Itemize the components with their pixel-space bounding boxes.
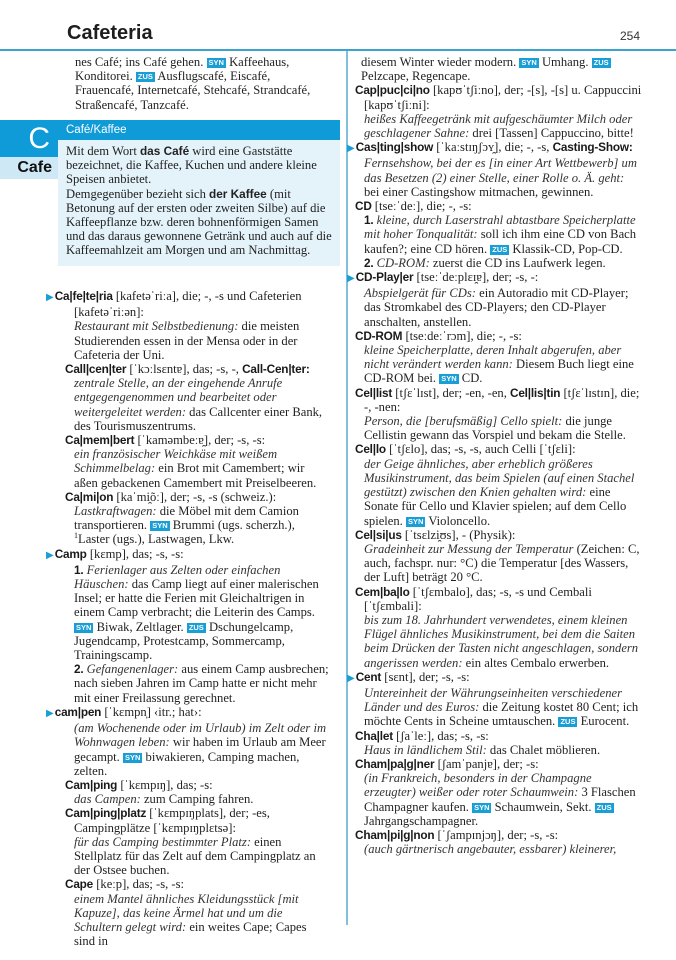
entry-text: Umhang. <box>538 55 592 69</box>
info-box-paragraph <box>66 144 334 187</box>
headword: Cel|si|us <box>355 527 402 542</box>
entry-text: das Camp liegt auf einer malerischen Insel; er hatte die Ferien mit Gleichaltrigen in einem Camp verbracht; die Leiterin des Camps. <box>74 577 319 620</box>
dictionary-entry <box>347 140 642 199</box>
entry-text: [tseːˈdeːplɛɪ̯ɐ], der; -s, -: <box>413 270 539 285</box>
dictionary-entry <box>347 270 642 329</box>
info-box-paragraph <box>66 187 334 258</box>
dictionary-entry <box>46 490 329 547</box>
dictionary-entry <box>352 83 642 140</box>
entry-text: Schaumwein, Sekt. <box>491 799 595 814</box>
key-word-arrow-icon: ▶ <box>347 672 355 684</box>
homonym-index: 1 <box>74 531 78 541</box>
definition: ein französischer Weichkäse mit weißem Schimmelbelag: <box>74 447 278 476</box>
compound-badge: ZUS <box>560 717 576 727</box>
entry-text: [kɛmp], das; -s, -s: <box>86 546 184 561</box>
dictionary-entry <box>46 877 329 948</box>
headword: Cem|ba|lo <box>355 584 410 599</box>
definition: bis zum 18. Jahrhundert verwendetes, einem kleinen Flügel ähnliches Musikinstrument, bei dem die Saiten beim Drücken der Tasten nicht angeschlagen, sondern angerissen werden: <box>364 612 639 670</box>
entry-text: die Zeitung kostet 80 Cent; ich möchte Cents in Scheine umtauschen. <box>364 700 639 729</box>
definition: einem Mantel ähnliches Kleidungsstück [mit Kapuze], das keine Ärmel hat und um die Schultern gelegt wird: <box>74 891 299 934</box>
info-box-title: Café/Kaffee <box>58 120 340 140</box>
entry-text: [ˈtsɛlzi̯ʊs], - (Physik): <box>401 527 516 542</box>
headword: cam|pen <box>54 704 102 719</box>
headword: Cham|pa|g|ner <box>355 756 435 771</box>
definition: (am Wochenende oder im Urlaub) im Zelt oder im Wohnwagen leben: <box>74 721 327 750</box>
entry-text: zum Camping fahren. <box>140 792 254 807</box>
info-text: Demgegenüber bezieht sich <box>66 186 210 201</box>
entry-text: [ˈʃampɪnjɔŋ], der; -s, -s: <box>434 827 559 842</box>
synonym-badge: SYN <box>152 521 168 531</box>
entry-text: [kapʊˈtʃiːno], der; -[s], -[s] u. Cappuccini [kapʊˈtʃiːni]: <box>364 83 642 112</box>
entry-text: [ˈkɛmpɪŋ], das; -s: <box>117 777 213 792</box>
synonym-badge: SYN <box>474 802 490 812</box>
definition: (in Frankreich, besonders in der Champagne erzeugter) weißer oder roter Schaumwein: <box>364 771 592 800</box>
highlighted-term: das Café <box>139 144 190 158</box>
entry-text: Laster (ugs.), Lastwagen, Lkw. <box>78 532 235 547</box>
definition: der Geige ähnliches, aber erheblich größeres Musikinstrument, das beim Spielen (auf einen Stachel gestützt) zwischen den Knien gehalten wird: <box>364 456 635 500</box>
letter-tab: C <box>0 120 58 157</box>
entry-text: ein altes Cembalo erwerben. <box>462 655 610 670</box>
headword: Ca|mi|on <box>65 489 114 504</box>
running-head: Cafeteria <box>67 22 153 44</box>
dictionary-entry <box>352 386 642 443</box>
entry-text: [ʃaˈleː], das; -s, -s: <box>392 728 489 743</box>
entry-text: Pelzcape, Regencape. <box>361 69 471 84</box>
dictionary-entry <box>46 806 329 877</box>
definition: Fernsehshow, bei der es [in einer Art Wettbewerb] um das Besetzen (2) einer Stelle, einer Rolle o. Ä. geht: <box>364 156 637 185</box>
headword: CD <box>355 199 372 214</box>
headword: Ca|fe|te|ria <box>54 289 113 303</box>
synonym-badge: SYN <box>441 374 457 384</box>
entry-text: Klassik-CD, Pop-CD. <box>509 241 623 256</box>
entry-text: soll ich ihm eine CD von Bach kaufen?; eine CD hören. <box>364 227 637 256</box>
entry-text: [kafetəˈriːa], die; -, -s und Cafeterien [kafetəˈriːən]: <box>74 289 302 320</box>
right-column-entries <box>347 55 642 857</box>
highlighted-term: der Kaffee <box>209 186 267 201</box>
entry-text: Brummi (ugs. scherzh.), <box>169 518 295 533</box>
entry-text: die junge Cellistin gewann das Vorspiel und bekam die Stelle. <box>364 414 626 443</box>
definition: Gradeinheit zur Messung der Temperatur <box>364 541 574 556</box>
headword: Call-Cen|ter: <box>242 362 310 377</box>
entry-text: ein Autoradio mit CD-Player; das Stromkabel des CD-Players; den CD-Player anschalten, anstellen. <box>364 286 629 329</box>
entry-text: [sɛnt], der; -s, -s: <box>381 669 470 684</box>
headword: Call|cen|ter <box>65 362 127 377</box>
headword: Cas|ting|show <box>355 140 434 155</box>
compound-badge: ZUS <box>188 622 204 632</box>
entry-text: [tʃɛˈlɪst], der; -en, -en, <box>392 385 510 400</box>
definition: Ferienlager aus Zelten oder einfachen Häuschen: <box>74 562 281 592</box>
entry-text: [tseːdeːˈrɔm], die; -, -s: <box>402 328 522 343</box>
dictionary-entry <box>352 329 642 386</box>
definition: heißes Kaffeegetränk mit aufgeschäumter Milch oder geschlagener Sahne: <box>364 111 633 141</box>
dictionary-entry <box>46 362 329 433</box>
entry-text: ein weites Cape; Capes sind in <box>74 919 307 949</box>
entry-text: [ˈkaːstɪŋʃɔʏ̯], die; -, -s, <box>433 140 553 155</box>
compound-badge: ZUS <box>593 58 609 67</box>
entry-text: Kaffeehaus, Konditorei. <box>75 55 290 84</box>
entry-continuation <box>66 55 328 112</box>
definition: CD-ROM: <box>373 255 430 270</box>
header-rule <box>0 49 676 51</box>
dictionary-entry <box>352 442 642 527</box>
entry-text: das Chalet möblieren. <box>486 742 601 757</box>
headword: Cape <box>65 877 94 892</box>
entry-text: [keːp], das; -s, -s: <box>93 877 184 892</box>
dictionary-entry <box>352 757 642 828</box>
info-text: (mit Betonung auf der ersten oder zweiten Silbe) auf die Kaffeepflanze bzw. deren bohnenförmigen Samen und das daraus gewonnene Getränk und auch auf die Kaffeemahlzeit am Morgen und am Nachmittag. <box>66 186 332 258</box>
headword: CD-ROM <box>355 328 403 343</box>
definition: Person, die [berufsmäßig] Cello spielt: <box>364 414 563 429</box>
entry-text: das Callcenter einer Bank, des Tourismuszentrums. <box>74 404 323 433</box>
entry-text: [ˈkɛmpɪŋplats], der; -es, Campingplätze [ˈkɛmpɪŋplɛtsə]: <box>74 806 270 835</box>
dictionary-entry <box>352 585 642 670</box>
entry-text: wir haben im Urlaub am Meer gecampt. <box>74 735 326 764</box>
dictionary-entry <box>46 433 329 490</box>
thumb-index-word: Cafe <box>0 157 58 179</box>
synonym-badge: SYN <box>407 516 424 526</box>
headword: Cha|let <box>355 728 393 743</box>
info-box <box>58 120 340 266</box>
definition: (auch gärtnerisch angebauter, essbarer) kleinerer, <box>364 842 617 857</box>
entry-text: ein Brot mit Camembert; wir aßen gebackenen Camembert mit Preiselbeeren. <box>74 461 317 490</box>
dictionary-entry <box>46 705 329 778</box>
entry-text: Violoncello. <box>425 513 491 528</box>
compound-badge: ZUS <box>596 802 612 812</box>
definition: Untereinheit der Währungseinheiten verschiedener Länder und des Euros: <box>364 685 622 715</box>
entry-text: [tʃɛˈlɪstɪn], die; -, -nen: <box>364 385 640 414</box>
entry-text: aus einem Camp ausbrechen; nach sieben Jahren im Camp hatte er nicht mehr mit einer Freilassung gerechnet. <box>74 662 329 705</box>
entry-continuation <box>352 55 642 83</box>
headword: CD-Play|er <box>355 270 414 285</box>
definition: für das Camping bestimmter Platz: <box>74 834 252 849</box>
definition: Abspielgerät für CDs: <box>364 286 476 301</box>
entry-text: [ˈtʃɛlo], das; -s, -s, auch Celli [ˈtʃɛli]: <box>385 442 576 457</box>
dictionary-entry <box>347 669 642 729</box>
definition: Haus in ländlichem Stil: <box>364 742 487 757</box>
entry-text: [ˈkɔːlsɛntɐ], das; -s, -, <box>126 362 243 377</box>
dictionary-entry <box>46 547 329 705</box>
entry-text: [ʃamˈpanjɐ], der; -s: <box>434 756 539 771</box>
entry-text: Diesem Buch liegt eine CD-ROM bei. <box>364 357 634 386</box>
dictionary-entry <box>46 778 329 806</box>
key-word-arrow-icon: ▶ <box>46 549 54 561</box>
sense-number: 1. <box>364 213 374 228</box>
entry-text: die meisten Studierenden essen in der Mensa oder in der Cafeteria der Uni. <box>74 319 300 362</box>
definition: kleine, durch Laserstrahl abtastbare Speicherplatte mit hoher Tonqualität: <box>364 213 636 242</box>
entry-text: [tseːˈdeː], die; -, -s: <box>371 199 472 214</box>
entry-text: die Möbel mit dem Camion transportieren. <box>74 504 299 533</box>
dictionary-entry <box>352 528 642 585</box>
page-number: 254 <box>619 29 640 43</box>
entry-text: 3 Flaschen Champagner kaufen. <box>364 785 636 814</box>
headword: Casting-Show: <box>552 140 633 155</box>
info-box-body <box>58 140 340 266</box>
sense-number: 1. <box>74 562 84 577</box>
compound-badge: ZUS <box>137 72 153 82</box>
left-column-entries <box>46 289 329 948</box>
headword: Cent <box>355 669 382 684</box>
entry-text: Jahrgangschampagner. <box>364 813 479 828</box>
synonym-badge: SYN <box>521 58 537 67</box>
sense-number: 2. <box>74 662 84 677</box>
key-word-arrow-icon: ▶ <box>347 143 355 155</box>
dictionary-entry <box>352 828 642 856</box>
entry-text: [ˈkɛmpn̩] ‹itr.; hat›: <box>101 704 202 719</box>
entry-text: drei [Tassen] Cappuccino, bitte! <box>469 126 634 141</box>
entry-text: Ausflugscafé, Eiscafé, Frauencafé, Internetcafé, Stehcafé, Strandcafé, Straßencafé, Tanzcafé. <box>75 69 311 112</box>
entry-text: eine Sonate für Cello und Klavier spielen; auf dem Cello spielen. <box>364 485 627 528</box>
entry-text: Dschungelcamp, Jugendcamp, Protestcamp, Sommercamp, Trainingscamp. <box>74 619 294 663</box>
left-column-top <box>66 55 328 112</box>
info-text: Mit dem Wort <box>66 144 140 158</box>
compound-badge: ZUS <box>492 244 508 254</box>
entry-text: [ˈtʃɛmbalo], das; -s, -s und Cembali [ˈtʃɛmbali]: <box>364 584 592 613</box>
entry-text: biwakieren, Camping machen, zelten. <box>74 749 300 778</box>
entry-text: [ˈkaməmbeːɐ̯], der; -s, -s: <box>134 433 266 448</box>
definition: kleine Speicherplatte, deren Inhalt abgerufen, aber nicht verändert werden kann: <box>364 343 622 372</box>
dictionary-entry <box>352 199 642 270</box>
headword: Cap|puc|ci|no <box>355 83 430 98</box>
entry-text: diesem Winter wieder modern. <box>361 55 520 69</box>
headword: Cel|list <box>355 385 393 400</box>
entry-text: CD. <box>458 371 483 386</box>
definition: das Campen: <box>74 792 141 807</box>
definition: Restaurant mit Selbstbedienung: <box>74 319 239 334</box>
key-word-arrow-icon: ▶ <box>347 273 355 285</box>
info-text: wird eine Gaststätte bezeichnet, die Kaffee, Kuchen und andere kleine Speisen anbietet. <box>66 144 317 187</box>
definition: zentrale Stelle, an der eingehende Anrufe entgegengenommen und bearbeitet oder weitergeleitet werden: <box>74 376 283 419</box>
dictionary-entry <box>46 289 329 362</box>
synonym-badge: SYN <box>76 622 92 632</box>
headword: Cel|lis|tin <box>510 385 561 400</box>
key-word-arrow-icon: ▶ <box>46 292 54 303</box>
entry-text: Eurocent. <box>577 714 630 729</box>
sense-number: 2. <box>364 255 374 270</box>
dictionary-entry <box>352 729 642 757</box>
entry-text: zuerst die CD ins Laufwerk legen. <box>429 255 606 270</box>
entry-text: [kaˈmi̯õː], der; -s, -s (schweiz.): <box>113 489 277 504</box>
synonym-badge: SYN <box>208 58 224 67</box>
entry-text: bei einer Castingshow mitmachen, gewinnen. <box>364 184 594 199</box>
headword: Ca|mem|bert <box>65 433 135 448</box>
entry-text: nes Café; ins Café gehen. <box>75 55 207 69</box>
column-divider <box>346 51 348 925</box>
headword: Camp <box>54 546 87 561</box>
headword: Cham|pi|g|non <box>355 827 435 842</box>
entry-text: (Zeichen: C, auch, fachspr. nur: °C) die Temperatur [des Wassers, der Luft] beträgt 20 °C. <box>364 541 640 585</box>
headword: Cam|ping|platz <box>65 806 147 821</box>
key-word-arrow-icon: ▶ <box>46 707 54 719</box>
headword: Cam|ping <box>65 777 118 792</box>
definition: Lastkraftwagen: <box>74 504 157 519</box>
headword: Cel|lo <box>355 442 386 457</box>
definition: Gefangenenlager: <box>83 662 179 677</box>
entry-text: Biwak, Zeltlager. <box>93 619 187 634</box>
synonym-badge: SYN <box>124 752 141 762</box>
entry-text: einen Stellplatz für das Zelt auf dem Campingplatz an der Ostsee buchen. <box>74 834 316 878</box>
